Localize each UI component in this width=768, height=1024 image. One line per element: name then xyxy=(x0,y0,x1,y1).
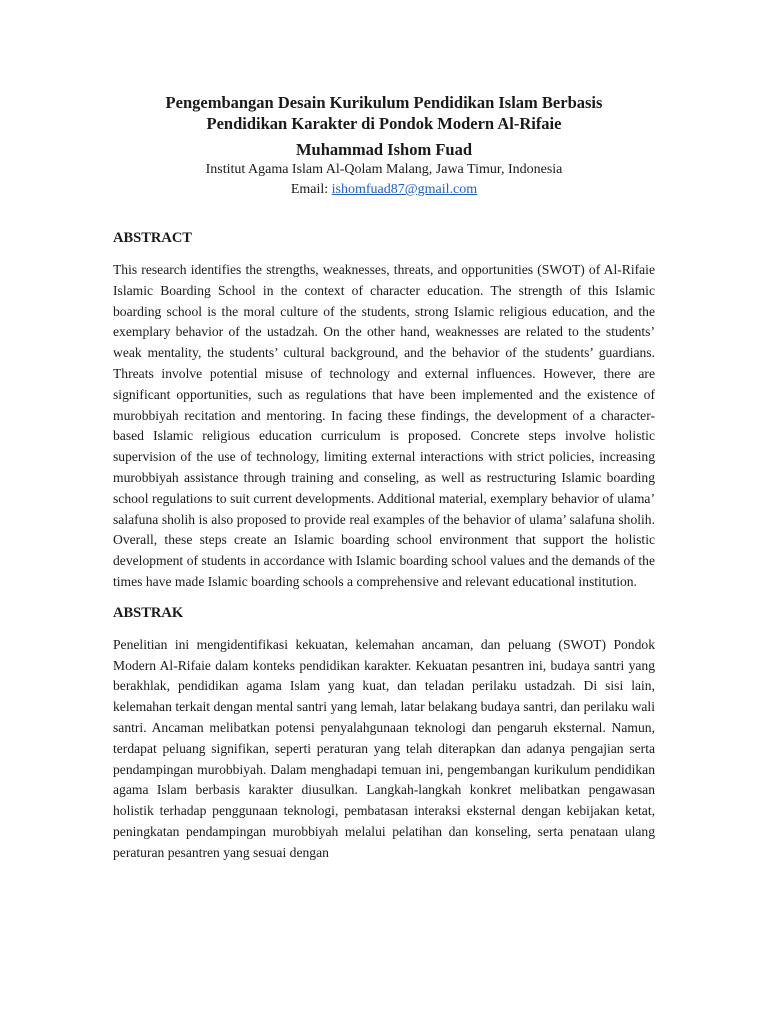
author-email-line xyxy=(113,180,655,200)
abstract-heading: ABSTRACT xyxy=(113,230,192,246)
abstrak-paragraph: Penelitian ini mengidentifikasi kekuatan, kelemahan ancaman, dan peluang (SWOT) Pondok Modern Al-Rifaie dalam konteks pendidikan karakter. Kekuatan pesantren ini, budaya santri yang berakhlak, pendidikan agama Islam yang kuat, dan teladan perilaku ustadzah. Di sisi lain, kelemahan terkait dengan mental santri yang lemah, latar belakang budaya santri, dan perilaku wali santri. Ancaman melibatkan potensi penyalahgunaan teknologi dan pengaruh eksternal. Namun, terdapat peluang signifikan, seperti peraturan yang telah diterapkan dan adanya pengajian serta pendampingan murobbiyah. Dalam menghadapi temuan ini, pengembangan kurikulum pendidikan agama Islam berbasis karakter diusulkan. Langkah-langkah konkret melibatkan pengawasan holistik terhadap penggunaan teknologi, pembatasan interaksi eksternal dengan kebijakan ketat, peningkatan pendampingan murobbiyah melalui pelatihan dan konseling, serta penataan ulang peraturan pesantren yang sesuai dengan xyxy=(113,636,655,860)
paper-page xyxy=(113,92,655,864)
title-line-2: Pendidikan Karakter di Pondok Modern Al-Rifaie xyxy=(206,114,562,133)
email-link[interactable]: ishomfuad87@gmail.com xyxy=(331,182,478,197)
email-label: Email: xyxy=(290,182,332,197)
paper-title xyxy=(113,92,655,134)
title-line-1: Pengembangan Desain Kurikulum Pendidikan Islam Berbasis xyxy=(165,93,603,112)
author-affiliation: Institut Agama Islam Al-Qolam Malang, Jawa Timur, Indonesia xyxy=(205,162,563,177)
abstract-paragraph: This research identifies the strengths, weaknesses, threats, and opportunities (SWOT) of Al-Rifaie Islamic Boarding School in the context of character education. The strength of this Islamic boarding school is the moral culture of the students, strong Islamic religious education, and the exemplary behavior of the ustadzah. On the other hand, weaknesses are related to the students’ weak mentality, the students’ cultural background, and the behavior of the students’ guardians. Threats involve potential misuse of technology and external influences. However, there are significant opportunities, such as regulations that have been implemented and the existence of murobbiyah recitation and mentoring. In facing these findings, the development of a character-based Islamic religious education curriculum is proposed. Concrete steps involve holistic supervision of the use of technology, limiting external interactions with strict policies, increasing murobbiyah assistance through training and conseling, as well as restructuring Islamic boarding school regulations to suit current developments. Additional material, exemplary behavior of ulama’ salafuna sholih is also proposed to provide real examples of the behavior of ulama’ salafuna sholih. Overall, these steps create an Islamic boarding school environment that support the holistic development of students in accordance with Islamic boarding school values and the demands of the times have made Islamic boarding schools a comprehensive and relevant educational institution. xyxy=(113,262,655,589)
author-name: Muhammad Ishom Fuad xyxy=(295,140,473,159)
abstrak-heading: ABSTRAK xyxy=(113,604,184,621)
